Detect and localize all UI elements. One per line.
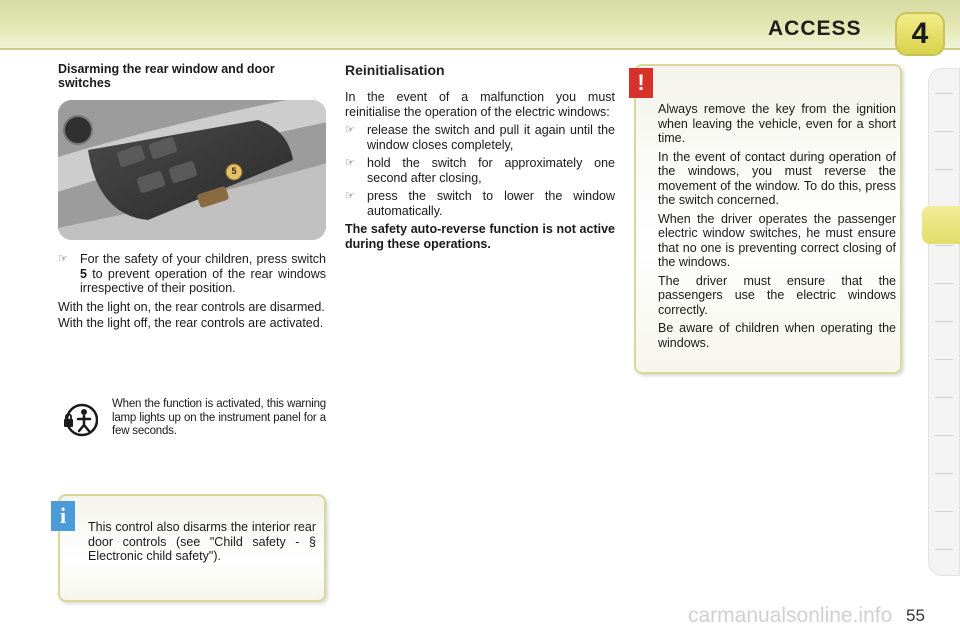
pointing-hand-icon: ☞ xyxy=(345,190,355,202)
tab-divider xyxy=(935,511,953,512)
warning-paragraph: In the event of contact during operation of the windows, you must reverse the movement of the window. To do this, press the switch concerned. xyxy=(658,149,896,207)
reinit-step-text: press the switch to lower the window automatically. xyxy=(367,189,615,218)
reinit-step xyxy=(345,123,615,152)
left-body xyxy=(58,252,326,331)
bullet-text-post: to prevent operation of the rear windows irrespective of their position. xyxy=(80,266,326,295)
child-lock-warning-icon xyxy=(58,400,98,440)
warning-box-text xyxy=(658,102,896,350)
pointing-hand-icon: ☞ xyxy=(345,124,355,136)
reinit-step xyxy=(345,156,615,185)
light-off-text: With the light off, the rear controls are activated. xyxy=(58,316,324,330)
tab-divider xyxy=(935,549,953,550)
door-switch-photo xyxy=(58,100,326,240)
info-text: This control also disarms the interior rear door controls (see "Child safety - § Electronic child safety"). xyxy=(88,520,316,563)
tab-divider xyxy=(935,169,953,170)
reinit-step-text: release the switch and pull it again until the window closes completely, xyxy=(367,123,615,152)
tab-divider xyxy=(935,359,953,360)
reinit-step-text: hold the switch for approximately one second after closing, xyxy=(367,156,615,185)
exclamation-icon: ! xyxy=(629,68,653,98)
section-title: ACCESS xyxy=(768,17,862,40)
light-on-text: With the light on, the rear controls are disarmed. xyxy=(58,299,325,314)
watermark: carmanualsonline.info xyxy=(688,604,893,627)
page-number: 55 xyxy=(906,606,925,625)
left-column xyxy=(58,62,326,90)
disarming-heading: Disarming the rear window and door switches xyxy=(58,62,275,90)
tab-divider xyxy=(935,93,953,94)
switch-5-callout: 5 xyxy=(231,166,237,176)
warning-paragraph: When the driver operates the passenger electric window switches, he must ensure that no one is preventing correct closing of the windows. xyxy=(658,211,896,269)
warning-lamp-block xyxy=(58,398,326,444)
warning-paragraph: Always remove the key from the ignition when leaving the vehicle, even for a short time. xyxy=(658,102,896,145)
tab-divider xyxy=(935,283,953,284)
chapter-tab-strip xyxy=(928,68,960,576)
child-safety-bullet xyxy=(58,252,326,296)
tab-divider xyxy=(935,473,953,474)
tab-divider xyxy=(935,131,953,132)
tab-divider xyxy=(935,245,953,246)
tab-divider xyxy=(935,435,953,436)
warning-paragraph: The driver must ensure that the passengers use the electric windows correctly. xyxy=(658,273,896,317)
pointing-hand-icon: ☞ xyxy=(58,253,68,265)
tab-divider xyxy=(935,321,953,322)
reinit-step xyxy=(345,189,615,218)
info-icon: i xyxy=(51,501,75,531)
switch-panel-illustration xyxy=(58,100,326,240)
pointing-hand-icon: ☞ xyxy=(345,157,355,169)
reinit-intro: In the event of a malfunction you must reinitialise the operation of the electric windows: xyxy=(345,90,615,119)
chapter-tab-active[interactable] xyxy=(922,206,960,244)
bullet-text-pre: For the safety of your children, press switch xyxy=(80,252,326,266)
middle-column xyxy=(345,62,615,251)
switch-number: 5 xyxy=(80,266,87,281)
warning-lamp-text: When the function is activated, this warning lamp lights up on the instrument panel for a few seconds. xyxy=(112,398,326,437)
reinitialisation-heading: Reinitialisation xyxy=(345,62,445,78)
header-divider xyxy=(0,48,960,50)
auto-reverse-note: The safety auto-reverse function is not active during these operations. xyxy=(345,222,615,251)
chapter-badge: 4 xyxy=(895,12,945,56)
tab-divider xyxy=(935,397,953,398)
warning-paragraph: Be aware of children when operating the windows. xyxy=(658,321,896,350)
